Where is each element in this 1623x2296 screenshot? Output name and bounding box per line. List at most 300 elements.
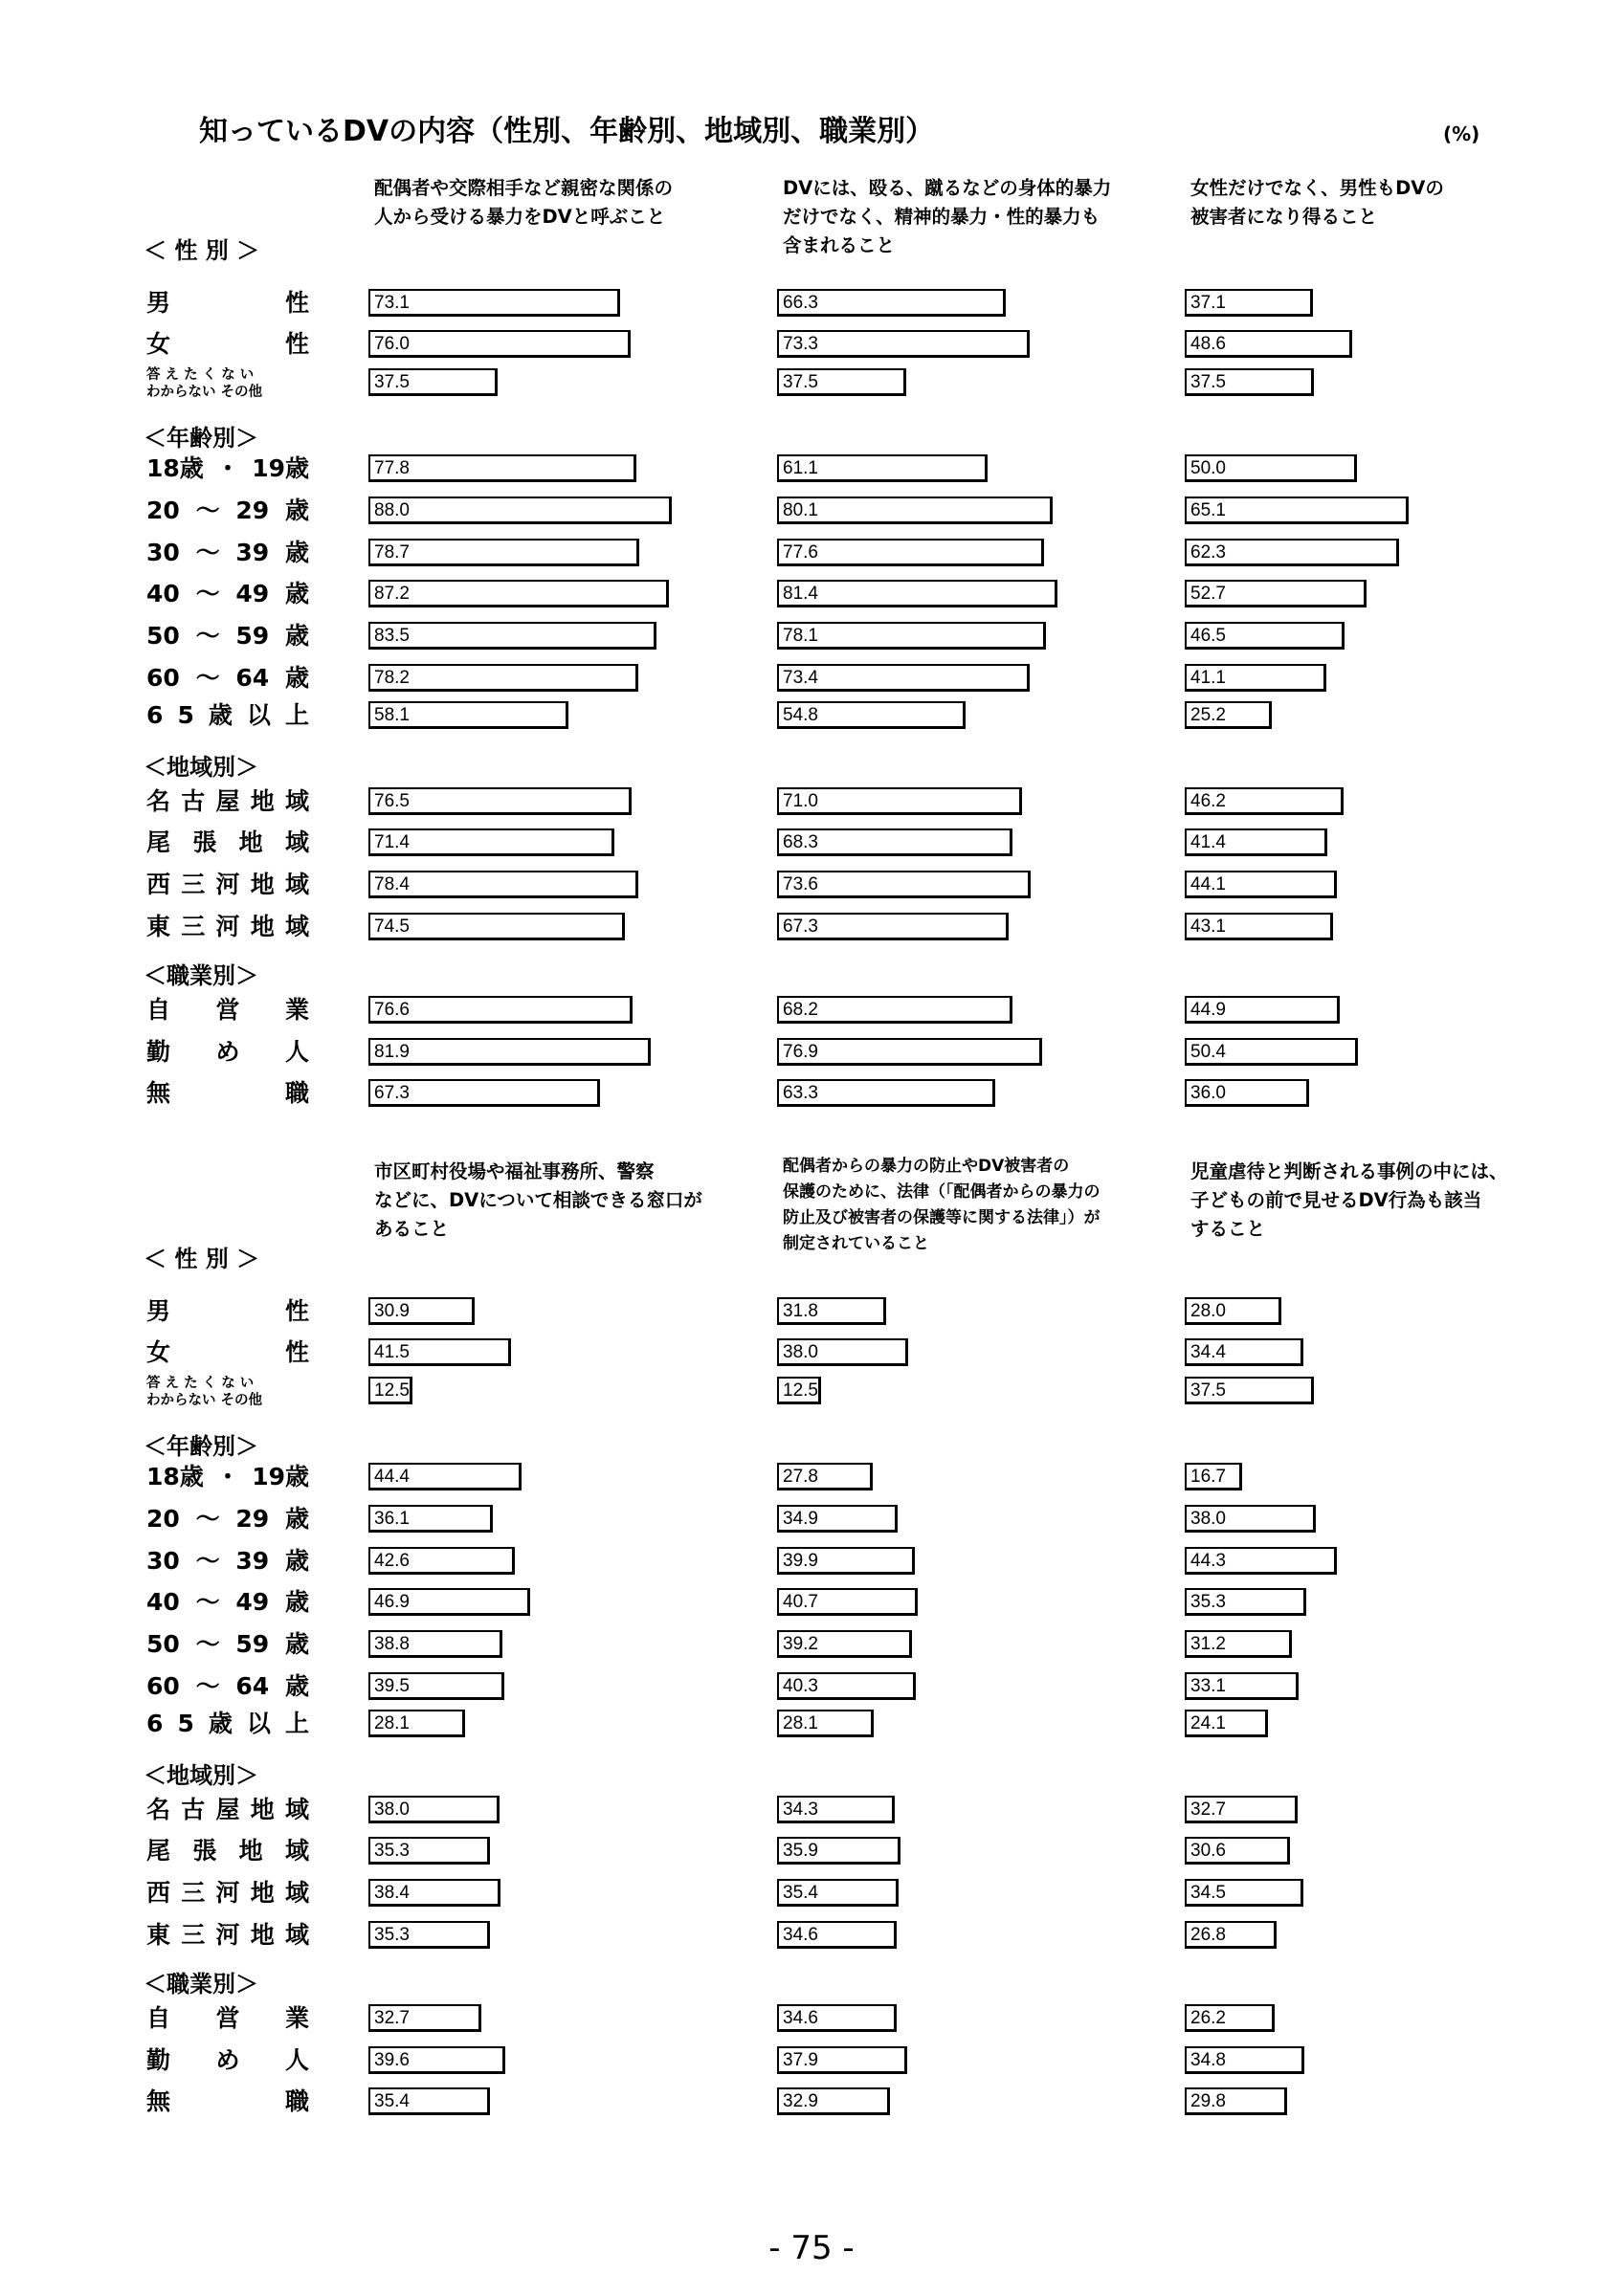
- value-label: 31.2: [1190, 1634, 1226, 1654]
- bar-p4-male: [777, 1297, 886, 1325]
- bar-p1-age-50-59: [777, 622, 1046, 650]
- bar-p1-age-18-19: [777, 454, 988, 482]
- bar-p3-age-60-64: [368, 1672, 504, 1700]
- value-label: 39.6: [374, 2050, 410, 2070]
- bar-p5-age-18-19: [1185, 1463, 1242, 1490]
- value-label: 31.8: [783, 1301, 818, 1321]
- bar-p2-unemployed: [1185, 1079, 1309, 1107]
- bar-p0-male: [368, 289, 620, 317]
- panel-header-4: 配偶者からの暴力の防止やDV被害者の 保護のために、法律（「配偶者からの暴力の 防止及び被害者の保護等に関する法律」）が 制定されていること: [783, 1157, 1101, 1253]
- bar-p3-nishimikawa: [368, 1879, 500, 1907]
- bar-p0-age-65-plus: [368, 701, 568, 729]
- row-label-part: 答 え た く な い: [146, 1376, 255, 1391]
- value-label: 30.9: [374, 1301, 410, 1321]
- value-label: 34.9: [783, 1509, 818, 1529]
- row-label-part: 無: [146, 1079, 171, 1107]
- row-label-part: 三: [181, 871, 206, 898]
- row-label-part: 50: [146, 1630, 180, 1658]
- row-label-part: 地: [250, 913, 275, 940]
- bar-p5-higashimikawa: [1185, 1921, 1277, 1949]
- bar-p4-nagoya: [777, 1796, 895, 1823]
- row-label-part: 名: [146, 1796, 171, 1823]
- bar-p1-employed: [777, 1038, 1042, 1066]
- bar-p2-age-18-19: [1185, 454, 1357, 482]
- row-label-part: 古: [181, 1796, 206, 1823]
- bar-p5-age-65-plus: [1185, 1710, 1268, 1737]
- row-label-part: 勤: [146, 1038, 171, 1066]
- value-label: 38.0: [1190, 1509, 1226, 1529]
- value-label: 67.3: [374, 1083, 410, 1103]
- value-label: 32.7: [374, 2008, 410, 2028]
- bar-p2-higashimikawa: [1185, 913, 1333, 940]
- bar-p3-female: [368, 1338, 511, 1366]
- row-label-part: 64: [235, 664, 270, 692]
- value-label: 81.4: [783, 584, 818, 604]
- value-label: 37.5: [1190, 372, 1226, 392]
- row-label-part: 歳: [284, 1672, 309, 1700]
- row-label-part: 30: [146, 1547, 180, 1575]
- row-label-age-60-64: [146, 1672, 309, 1701]
- value-label: 34.5: [1190, 1883, 1226, 1903]
- bar-p3-owari: [368, 1837, 490, 1865]
- row-label-part: 勤: [146, 2046, 171, 2074]
- section-header-gender: ＜ 性 別 ＞: [144, 1246, 260, 1272]
- bar-p1-unemployed: [777, 1079, 995, 1107]
- row-label-part: 6: [146, 1710, 164, 1737]
- row-label-part: め: [215, 2046, 240, 2074]
- value-label: 40.7: [783, 1592, 818, 1612]
- value-label: 88.0: [374, 500, 410, 520]
- row-label-part: 50: [146, 622, 180, 650]
- bar-p0-other: [368, 368, 498, 396]
- panel-header-3: 市区町村役場や福祉事務所、警察 などに、DVについて相談できる窓口が あること: [374, 1160, 702, 1240]
- row-label-part: 60: [146, 1672, 180, 1700]
- value-label: 37.5: [374, 372, 410, 392]
- bar-p1-age-30-39: [777, 539, 1044, 566]
- row-label-part: 40: [146, 580, 180, 607]
- value-label: 52.7: [1190, 584, 1226, 604]
- bar-p3-unemployed: [368, 2087, 490, 2115]
- bar-p1-age-65-plus: [777, 701, 966, 729]
- row-label-part: ～: [195, 622, 220, 650]
- bar-p2-female: [1185, 330, 1352, 358]
- value-label: 83.5: [374, 626, 410, 646]
- row-label-part: 名: [146, 787, 171, 815]
- value-label: 61.1: [783, 458, 818, 478]
- row-label-part: 地: [250, 1921, 275, 1949]
- row-label-part: 業: [284, 2004, 309, 2032]
- row-label-part: 尾: [146, 1837, 171, 1865]
- bar-p1-higashimikawa: [777, 913, 1009, 940]
- row-label-part: 18歳: [146, 454, 204, 482]
- value-label: 38.4: [374, 1883, 410, 1903]
- row-label-part: 男: [146, 289, 171, 317]
- row-label-part: ・: [215, 1463, 240, 1490]
- row-label-self-employed: [146, 2004, 309, 2033]
- bar-p3-age-65-plus: [368, 1710, 465, 1737]
- bar-p5-nishimikawa: [1185, 1879, 1303, 1907]
- value-label: 68.2: [783, 1000, 818, 1020]
- row-label-part: 29: [235, 1505, 270, 1533]
- row-label-part: 域: [284, 913, 309, 940]
- row-label-part: 49: [235, 1588, 270, 1616]
- bar-p4-age-65-plus: [777, 1710, 874, 1737]
- row-label-part: 域: [284, 1879, 309, 1907]
- value-label: 30.6: [1190, 1841, 1226, 1861]
- value-label: 50.4: [1190, 1042, 1226, 1062]
- value-label: 46.9: [374, 1592, 410, 1612]
- row-label-part: ～: [195, 1547, 220, 1575]
- row-label-employed: [146, 2046, 309, 2075]
- row-label-age-20-29: [146, 1505, 309, 1534]
- row-label-owari: [146, 828, 309, 857]
- row-label-part: 歳: [284, 1588, 309, 1616]
- row-label-age-18-19: [146, 1463, 309, 1491]
- row-label-part: 64: [235, 1672, 270, 1700]
- value-label: 78.7: [374, 542, 410, 563]
- row-label-age-20-29: [146, 497, 309, 525]
- value-label: 29.8: [1190, 2091, 1226, 2111]
- row-label-female: [146, 1338, 309, 1367]
- bar-p4-other: [777, 1377, 821, 1404]
- row-label-part: 営: [215, 996, 240, 1024]
- row-label-part: 歳: [284, 622, 309, 650]
- row-label-other: [146, 1375, 309, 1409]
- row-label-part: 域: [284, 1837, 309, 1865]
- value-label: 32.7: [1190, 1799, 1226, 1820]
- bar-p2-self-employed: [1185, 996, 1340, 1024]
- value-label: 36.1: [374, 1509, 410, 1529]
- row-label-part: 人: [284, 1038, 309, 1066]
- row-label-part: 上: [284, 1710, 309, 1737]
- row-label-part: 5: [177, 1710, 194, 1737]
- value-label: 78.4: [374, 874, 410, 894]
- row-label-part: 自: [146, 996, 171, 1024]
- bar-p3-nagoya: [368, 1796, 500, 1823]
- row-label-unemployed: [146, 1079, 309, 1108]
- value-label: 68.3: [783, 832, 818, 852]
- row-label-part: 歳: [208, 701, 233, 729]
- bar-p0-unemployed: [368, 1079, 600, 1107]
- panel-header-0: 配偶者や交際相手など親密な関係の 人から受ける暴力をDVと呼ぶこと: [374, 177, 674, 228]
- row-label-age-30-39: [146, 1547, 309, 1576]
- row-label-age-18-19: [146, 454, 309, 483]
- row-label-part: 30: [146, 539, 180, 566]
- row-label-part: 地: [238, 1837, 263, 1865]
- bar-p4-self-employed: [777, 2004, 897, 2032]
- bar-p4-unemployed: [777, 2087, 890, 2115]
- panel-header-1: DVには、殴る、蹴るなどの身体的暴力 だけでなく、精神的暴力・性的暴力も 含まれること: [783, 177, 1112, 256]
- page-title: 知っているDVの内容（性別、年齢別、地域別、職業別）: [199, 115, 935, 148]
- bar-p5-age-50-59: [1185, 1630, 1292, 1658]
- value-label: 78.1: [783, 626, 818, 646]
- bar-p3-age-50-59: [368, 1630, 502, 1658]
- row-label-part: 以: [246, 1710, 271, 1737]
- bar-p5-age-60-64: [1185, 1672, 1299, 1700]
- value-label: 76.9: [783, 1042, 818, 1062]
- value-label: 77.8: [374, 458, 410, 478]
- value-label: 44.9: [1190, 1000, 1226, 1020]
- row-label-part: 河: [215, 913, 240, 940]
- row-label-self-employed: [146, 996, 309, 1025]
- value-label: 28.1: [783, 1713, 818, 1733]
- bar-p3-age-20-29: [368, 1505, 493, 1533]
- value-label: 73.4: [783, 668, 818, 688]
- value-label: 35.3: [374, 1925, 410, 1945]
- value-label: 77.6: [783, 542, 818, 563]
- bar-p3-self-employed: [368, 2004, 481, 2032]
- panel-header-2: 女性だけでなく、男性もDVの 被害者になり得ること: [1190, 177, 1444, 228]
- value-label: 12.5: [783, 1380, 818, 1401]
- row-label-part: 古: [181, 787, 206, 815]
- row-label-part: 東: [146, 913, 171, 940]
- value-label: 44.1: [1190, 874, 1226, 894]
- row-label-part: 河: [215, 1921, 240, 1949]
- section-header-region: ＜地域別＞: [144, 754, 258, 781]
- bar-p2-employed: [1185, 1038, 1358, 1066]
- row-label-part: わからない その他: [146, 1393, 263, 1408]
- bar-p4-age-40-49: [777, 1588, 918, 1616]
- bar-p3-employed: [368, 2046, 505, 2074]
- bar-p0-self-employed: [368, 996, 633, 1024]
- row-label-unemployed: [146, 2087, 309, 2116]
- row-label-male: [146, 289, 309, 318]
- row-label-part: 歳: [284, 539, 309, 566]
- row-label-part: ～: [195, 1588, 220, 1616]
- bar-p4-age-60-64: [777, 1672, 916, 1700]
- row-label-part: 歳: [208, 1710, 233, 1737]
- row-label-part: 上: [284, 701, 309, 729]
- value-label: 38.0: [374, 1799, 410, 1820]
- value-label: 34.3: [783, 1799, 818, 1820]
- value-label: 50.0: [1190, 458, 1226, 478]
- value-label: 44.4: [374, 1467, 410, 1487]
- bar-p2-age-40-49: [1185, 580, 1367, 607]
- row-label-part: 三: [181, 913, 206, 940]
- row-label-age-65-plus: [146, 701, 309, 730]
- value-label: 73.6: [783, 874, 818, 894]
- bar-p1-nagoya: [777, 787, 1022, 815]
- row-label-part: 20: [146, 1505, 180, 1533]
- value-label: 12.5: [374, 1380, 410, 1401]
- value-label: 36.0: [1190, 1083, 1226, 1103]
- row-label-part: 尾: [146, 828, 171, 856]
- row-label-employed: [146, 1038, 309, 1067]
- section-header-region: ＜地域別＞: [144, 1762, 258, 1789]
- bar-p1-age-20-29: [777, 497, 1053, 524]
- row-label-part: 以: [246, 701, 271, 729]
- row-label-part: 域: [284, 828, 309, 856]
- value-label: 28.1: [374, 1713, 410, 1733]
- bar-p3-male: [368, 1297, 475, 1325]
- bar-p0-nishimikawa: [368, 871, 638, 898]
- value-label: 39.9: [783, 1551, 818, 1571]
- value-label: 71.0: [783, 791, 818, 811]
- row-label-part: 性: [284, 1338, 309, 1366]
- bar-p0-age-40-49: [368, 580, 669, 607]
- bar-p5-owari: [1185, 1837, 1290, 1865]
- row-label-part: 19歳: [252, 454, 309, 482]
- bar-p0-age-20-29: [368, 497, 672, 524]
- bar-p0-employed: [368, 1038, 651, 1066]
- value-label: 46.5: [1190, 626, 1226, 646]
- row-label-part: 地: [250, 1879, 275, 1907]
- bar-p1-owari: [777, 828, 1012, 856]
- bar-p4-owari: [777, 1837, 900, 1865]
- bar-p3-higashimikawa: [368, 1921, 490, 1949]
- value-label: 76.0: [374, 334, 410, 354]
- value-label: 34.6: [783, 2008, 818, 2028]
- row-label-part: 地: [250, 871, 275, 898]
- bar-p3-age-18-19: [368, 1463, 522, 1490]
- bar-p4-age-20-29: [777, 1505, 898, 1533]
- bar-p3-age-40-49: [368, 1588, 530, 1616]
- row-label-age-30-39: [146, 539, 309, 567]
- bar-p2-age-30-39: [1185, 539, 1399, 566]
- value-label: 35.4: [374, 2091, 410, 2111]
- row-label-nishimikawa: [146, 1879, 309, 1908]
- row-label-age-65-plus: [146, 1710, 309, 1738]
- bar-p5-nagoya: [1185, 1796, 1298, 1823]
- row-label-part: 答 え た く な い: [146, 367, 255, 383]
- row-label-part: 歳: [284, 497, 309, 524]
- row-label-part: 歳: [284, 580, 309, 607]
- row-label-part: 49: [235, 580, 270, 607]
- row-label-age-50-59: [146, 1630, 309, 1659]
- unit-label: (%): [1443, 122, 1480, 145]
- bar-p5-age-40-49: [1185, 1588, 1306, 1616]
- row-label-part: ～: [195, 539, 220, 566]
- value-label: 63.3: [783, 1083, 818, 1103]
- bar-p5-employed: [1185, 2046, 1304, 2074]
- row-label-part: 三: [181, 1921, 206, 1949]
- value-label: 66.3: [783, 293, 818, 313]
- value-label: 41.1: [1190, 668, 1226, 688]
- row-label-part: ～: [195, 664, 220, 692]
- value-label: 35.4: [783, 1883, 818, 1903]
- row-label-part: 59: [235, 1630, 270, 1658]
- value-label: 35.3: [1190, 1592, 1226, 1612]
- row-label-female: [146, 330, 309, 359]
- section-header-age: ＜年齢別＞: [144, 425, 258, 452]
- bar-p1-other: [777, 368, 906, 396]
- row-label-part: 女: [146, 1338, 171, 1366]
- bar-p2-age-60-64: [1185, 664, 1326, 692]
- bar-p2-owari: [1185, 828, 1327, 856]
- bar-p1-nishimikawa: [777, 871, 1031, 898]
- bar-p2-nishimikawa: [1185, 871, 1337, 898]
- row-label-part: 地: [238, 828, 263, 856]
- row-label-other: [146, 366, 309, 401]
- bar-p5-female: [1185, 1338, 1303, 1366]
- value-label: 25.2: [1190, 705, 1226, 725]
- value-label: 48.6: [1190, 334, 1226, 354]
- row-label-part: 歳: [284, 1505, 309, 1533]
- value-label: 37.5: [1190, 1380, 1226, 1401]
- row-label-part: 人: [284, 2046, 309, 2074]
- row-label-part: 歳: [284, 1547, 309, 1575]
- row-label-part: 性: [284, 330, 309, 358]
- row-label-part: 域: [284, 787, 309, 815]
- row-label-part: 東: [146, 1921, 171, 1949]
- page-number: - 75 -: [768, 2229, 855, 2267]
- row-label-part: 三: [181, 1879, 206, 1907]
- bar-p5-unemployed: [1185, 2087, 1287, 2115]
- value-label: 43.1: [1190, 916, 1226, 937]
- bar-p0-age-18-19: [368, 454, 636, 482]
- row-label-higashimikawa: [146, 1921, 309, 1950]
- value-label: 35.3: [374, 1841, 410, 1861]
- row-label-part: 39: [235, 539, 270, 566]
- value-label: 37.9: [783, 2050, 818, 2070]
- value-label: 39.5: [374, 1676, 410, 1696]
- row-label-part: 河: [215, 1879, 240, 1907]
- row-label-part: ～: [195, 1505, 220, 1533]
- row-label-part: 無: [146, 2087, 171, 2115]
- row-label-part: 営: [215, 2004, 240, 2032]
- row-label-part: 60: [146, 664, 180, 692]
- bar-p4-higashimikawa: [777, 1921, 897, 1949]
- value-label: 34.6: [783, 1925, 818, 1945]
- row-label-age-40-49: [146, 1588, 309, 1617]
- bar-p2-age-20-29: [1185, 497, 1409, 524]
- bar-p4-nishimikawa: [777, 1879, 899, 1907]
- row-label-part: 屋: [215, 1796, 240, 1823]
- row-label-part: 域: [284, 871, 309, 898]
- row-label-part: 域: [284, 1796, 309, 1823]
- bar-p0-age-60-64: [368, 664, 638, 692]
- section-header-gender: ＜ 性 別 ＞: [144, 237, 260, 264]
- bar-p0-nagoya: [368, 787, 632, 815]
- bar-p1-female: [777, 330, 1030, 358]
- bar-p1-male: [777, 289, 1006, 317]
- row-label-nishimikawa: [146, 871, 309, 899]
- row-label-part: ～: [195, 1630, 220, 1658]
- bar-p4-female: [777, 1338, 908, 1366]
- row-label-higashimikawa: [146, 913, 309, 941]
- row-label-part: 歳: [284, 664, 309, 692]
- section-header-occupation: ＜職業別＞: [144, 962, 258, 989]
- row-label-owari: [146, 1837, 309, 1866]
- bar-p5-male: [1185, 1297, 1281, 1325]
- bar-p0-owari: [368, 828, 614, 856]
- value-label: 41.4: [1190, 832, 1226, 852]
- value-label: 67.3: [783, 916, 818, 937]
- bar-p1-age-40-49: [777, 580, 1057, 607]
- bar-p0-female: [368, 330, 631, 358]
- row-label-part: 性: [284, 289, 309, 317]
- row-label-age-40-49: [146, 580, 309, 608]
- value-label: 76.6: [374, 1000, 410, 1020]
- value-label: 65.1: [1190, 500, 1226, 520]
- row-label-part: 歳: [284, 1630, 309, 1658]
- value-label: 73.3: [783, 334, 818, 354]
- row-label-part: 男: [146, 1297, 171, 1325]
- bar-p0-age-50-59: [368, 622, 656, 650]
- row-label-part: 6: [146, 701, 164, 729]
- row-label-part: め: [215, 1038, 240, 1066]
- value-label: 39.2: [783, 1634, 818, 1654]
- bar-p2-male: [1185, 289, 1313, 317]
- value-label: 38.8: [374, 1634, 410, 1654]
- value-label: 74.5: [374, 916, 410, 937]
- row-label-part: 屋: [215, 787, 240, 815]
- value-label: 80.1: [783, 500, 818, 520]
- row-label-part: 張: [192, 828, 217, 856]
- row-label-male: [146, 1297, 309, 1326]
- row-label-part: 職: [284, 1079, 309, 1107]
- row-label-part: 地: [250, 787, 275, 815]
